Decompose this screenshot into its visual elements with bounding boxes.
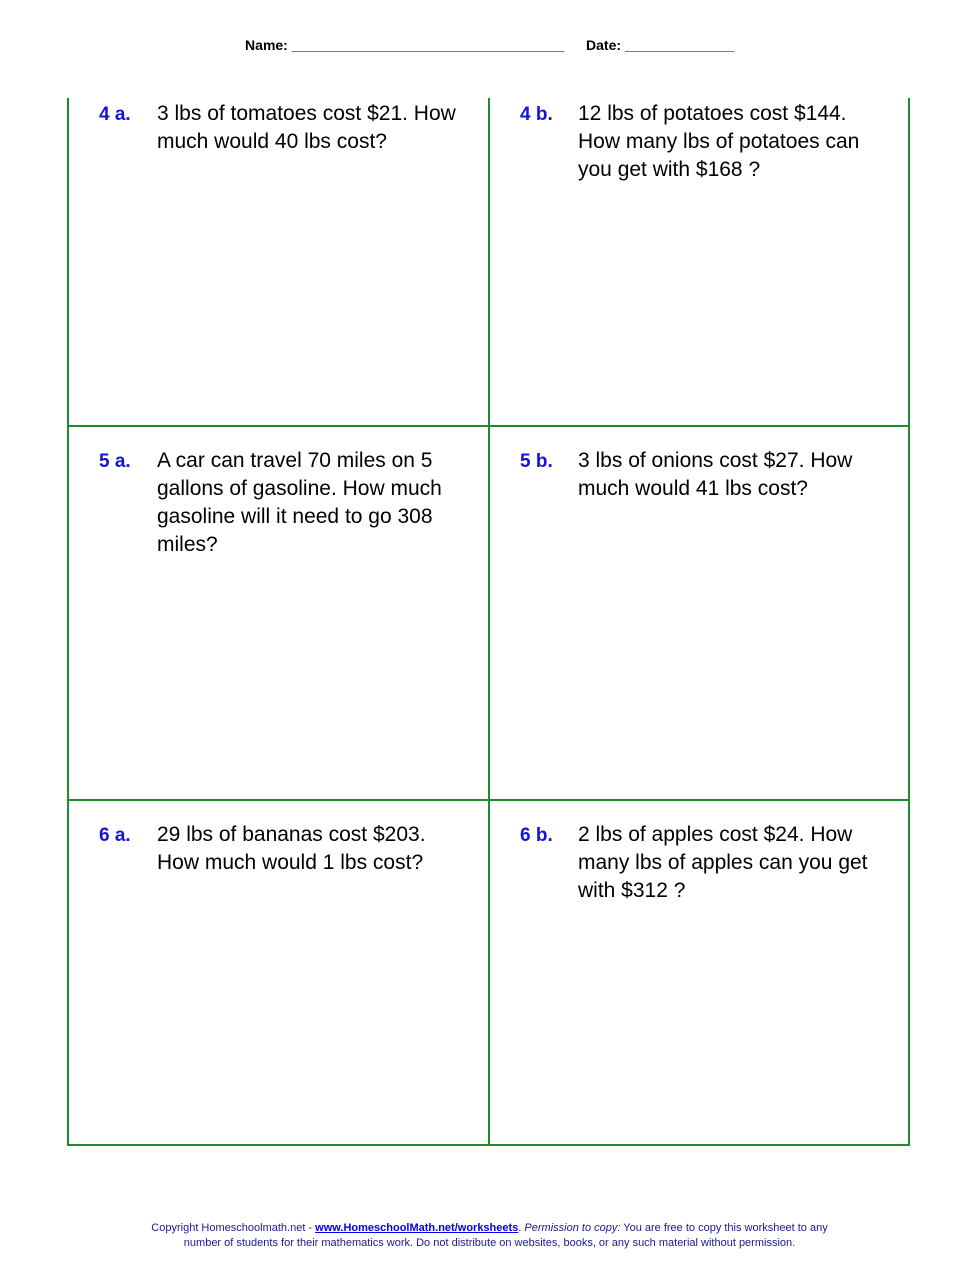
problem-text: 3 lbs of onions cost $27. How much would 41 lbs cost? (578, 449, 853, 500)
footer-line-2: number of students for their mathematics work. Do not distribute on websites, books, or any such material without permission. (183, 1237, 796, 1249)
problem-4b (488, 98, 908, 425)
problem-number: 6 a. (99, 825, 131, 846)
worksheets-link[interactable]: www.HomeschoolMath.net/worksheets (315, 1222, 519, 1234)
problem-text: 2 lbs of apples cost $24. How many lbs of apples can you get with $312 ? (578, 823, 868, 902)
problem-6b (488, 819, 908, 1144)
footer-line-1 (0, 1221, 979, 1236)
date-line[interactable]: ______________ (624, 37, 734, 53)
problem-4a (67, 98, 488, 425)
permission-text: You are free to copy this worksheet to any (620, 1222, 828, 1234)
grid-line-row-2 (67, 799, 910, 801)
problem-number: 4 a. (99, 104, 131, 125)
problem-text: A car can travel 70 miles on 5 gallons of gasoline. How much gasoline will it need to go 308 miles? (157, 449, 442, 556)
problem-number: 6 b. (520, 825, 553, 846)
problem-text: 12 lbs of potatoes cost $144. How many lbs of potatoes can you get with $168 ? (578, 102, 860, 181)
problem-grid (67, 98, 910, 1146)
problem-6a (67, 819, 488, 1144)
problem-number: 5 a. (99, 451, 131, 472)
grid-line-right (908, 98, 910, 1146)
problem-text: 29 lbs of bananas cost $203. How much would 1 lbs cost? (157, 823, 426, 874)
problem-5b (488, 445, 908, 799)
name-date-header (0, 37, 979, 53)
permission-label: Permission to copy: (524, 1222, 621, 1234)
problem-text: 3 lbs of tomatoes cost $21. How much would 40 lbs cost? (157, 102, 456, 153)
copyright-footer (0, 1221, 979, 1251)
problem-5a (67, 445, 488, 799)
name-line[interactable]: ___________________________________ (291, 37, 565, 53)
problem-number: 4 b. (520, 104, 553, 125)
copyright-text: Copyright Homeschoolmath.net - (151, 1222, 316, 1234)
name-label: Name: (245, 37, 288, 53)
date-label: Date: (586, 37, 622, 53)
grid-line-bottom (67, 1144, 910, 1146)
footer-separator: . (518, 1222, 525, 1234)
problem-number: 5 b. (520, 451, 553, 472)
grid-line-row-1 (67, 425, 910, 427)
